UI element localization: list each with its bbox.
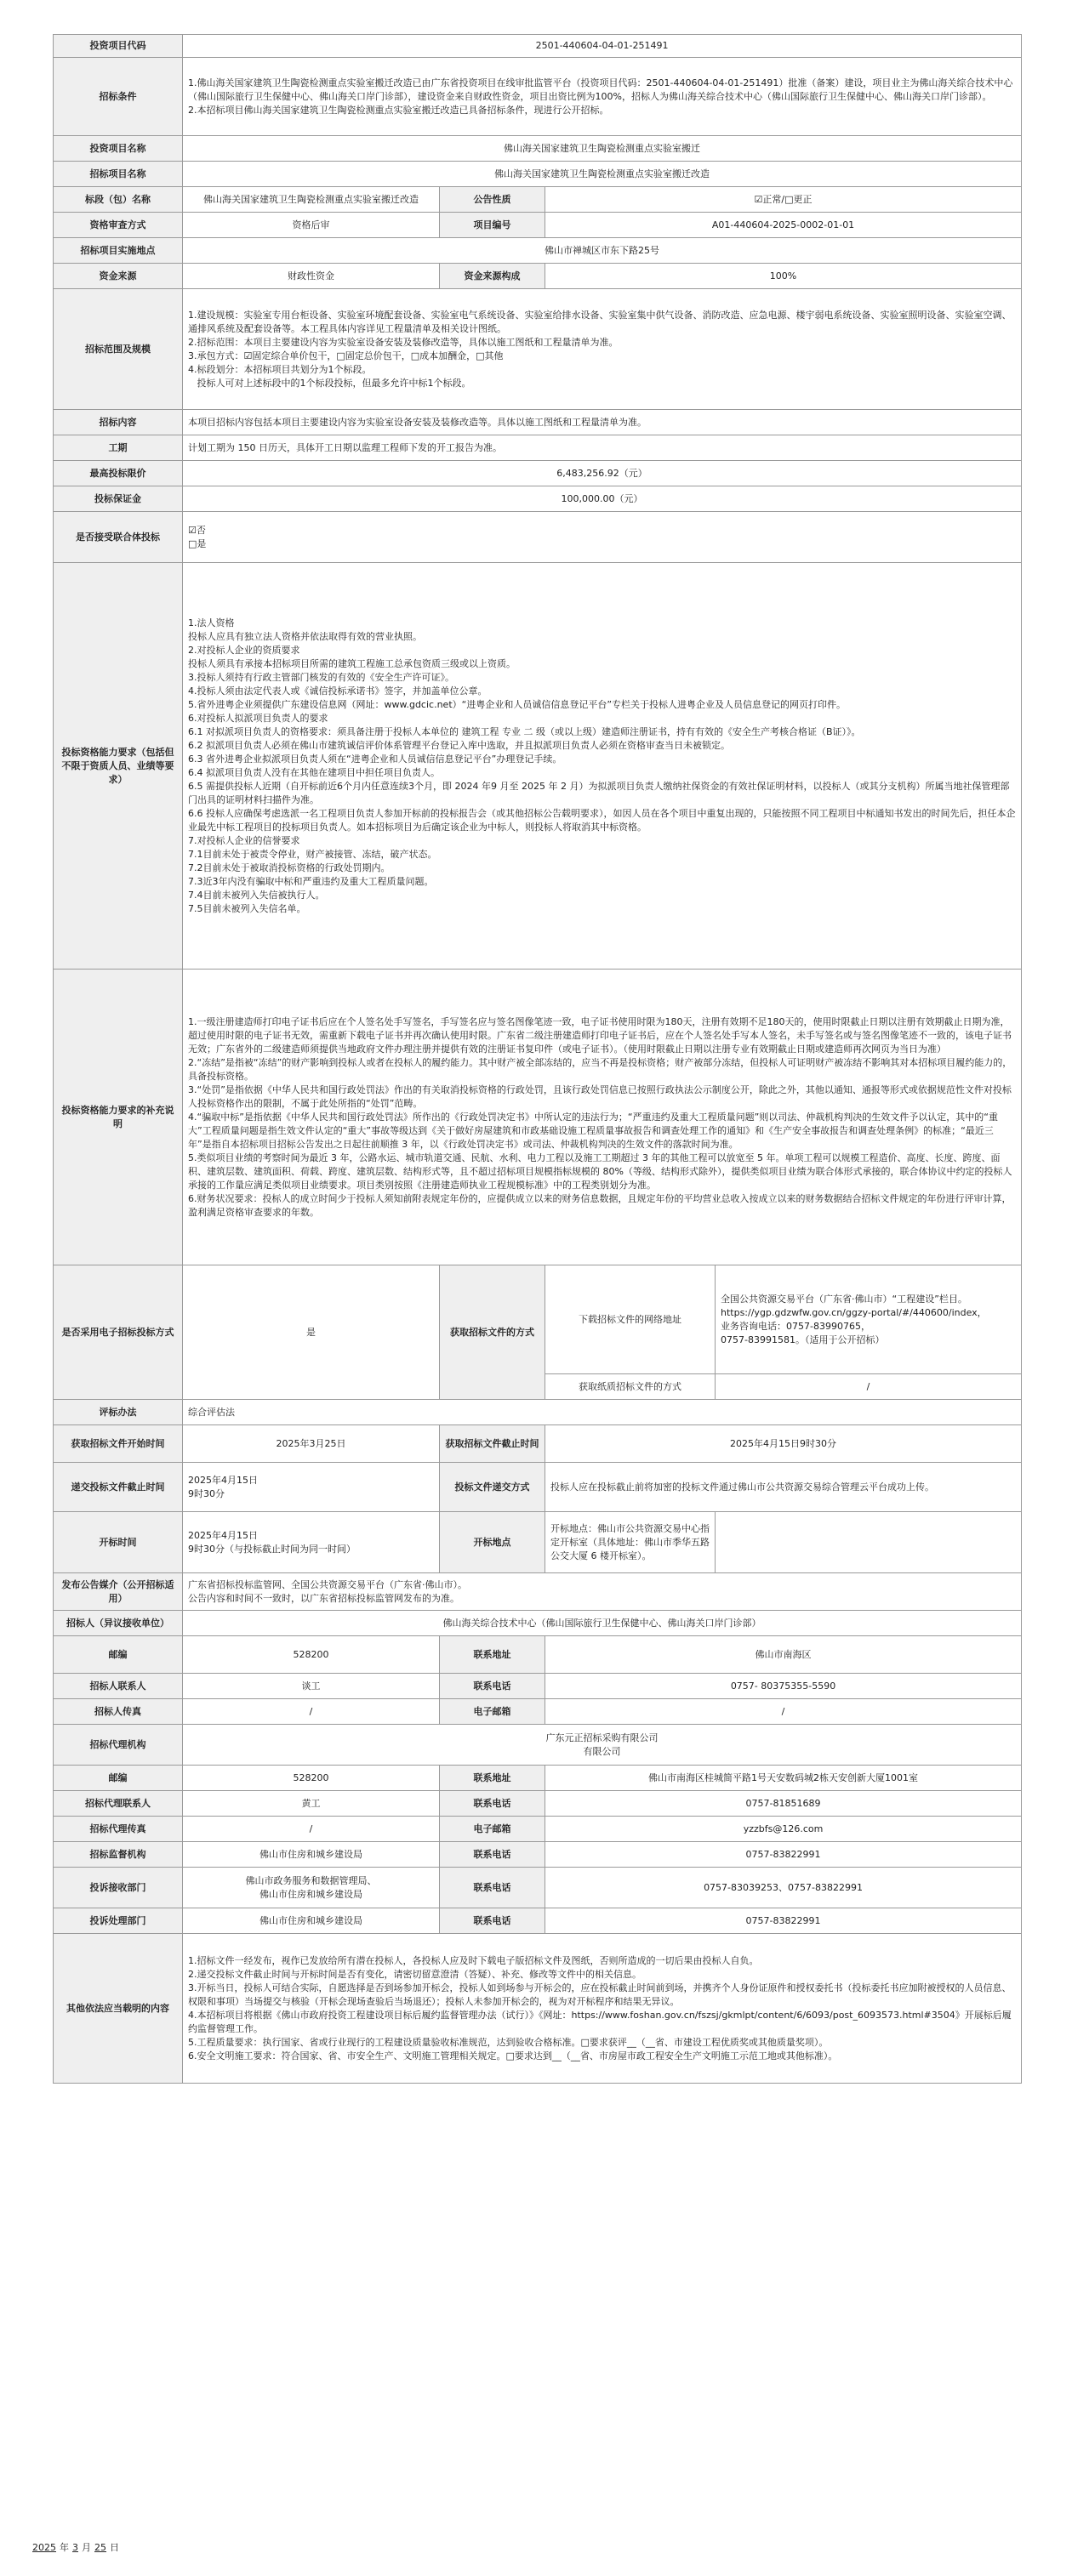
project-code: 2501-440604-04-01-251491 <box>183 35 1022 58</box>
scope-line: 4.标段划分：本招标项目共划分为1个标段。 <box>188 363 372 375</box>
qual-line: 6.3 省外进粤企业拟派项目负责人须在“进粤企业和人员诚信信息登记平台”办理登记手续。 <box>188 753 562 765</box>
qual-line: 4.投标人须由法定代表人或《诚信投标承诺书》签字，并加盖单位公章。 <box>188 685 488 697</box>
other-line: 3.开标当日，投标人可结合实际，自愿选择是否到场参加开标会，投标人如到场参与开标会的，应在投标截止时间前到场，并携齐个人身份证原件和授权委托书（投标委托书应加附被授权的人员信息、权限和事项）当场提交与核验（开标会现场查验后当场退还）；投标人未参加开标会的，视为对开标程序和结果无异议。 <box>188 1982 1012 2007</box>
period-text: 计划工期为 150 日历天，具体开工日期以监理工程师下发的开工报告为准。 <box>183 435 1022 461</box>
date-year-unit: 年 <box>60 2542 69 2553</box>
qual-line: 6.1 对拟派项目负责人的资格要求：须具备注册于投标人本单位的 建筑工程 专业 二 级（或以上级）建造师注册证书，持有有效的《安全生产考核合格证（B证）》。 <box>188 725 861 737</box>
label-agency-contact: 招标代理联系人 <box>54 1791 183 1817</box>
qual-line: 6.4 拟派项目负责人没有在其他在建项目中担任项目负责人。 <box>188 766 440 778</box>
electronic-value: 是 <box>183 1265 440 1400</box>
label-project-code: 投资项目代码 <box>54 35 183 58</box>
qual-line: 6.对投标人拟派项目负责人的要求 <box>188 712 328 724</box>
label-supervisor-phone: 联系电话 <box>440 1842 545 1868</box>
label-location: 招标项目实施地点 <box>54 238 183 264</box>
download-info <box>716 1265 1022 1374</box>
qual-line: 6.2 拟派项目负责人必须在佛山市建筑诚信评价体系管理平台登记入库中选取，并且拟派项目负责人必须在资格审查当日未被锁定。 <box>188 739 730 751</box>
label-tenderer-phone: 联系电话 <box>440 1674 545 1699</box>
supp-line: 3.“处罚”是指依据《中华人民共和国行政处罚法》作出的有关取消投标资格的行政处罚，且该行政处罚信息已按照行政执法公示制度公开，除此之外，其他以通知、通报等形式或依据规范性文件对投标人投标资格作出的限制，不属于此处所指的“处罚”范畴。 <box>188 1083 1012 1109</box>
agency-name-line: 广东元正招标采购有限公司 <box>545 1732 659 1743</box>
funding-source: 财政性资金 <box>183 264 440 289</box>
label-nature: 公告性质 <box>440 187 545 213</box>
media-line: 广东省招标投标监管网、全国公共资源交易平台（广东省·佛山市）。 <box>188 1578 467 1590</box>
tenderer-name: 佛山海关综合技术中心（佛山国际旅行卫生保健中心、佛山海关口岸门诊部） <box>183 1611 1022 1636</box>
review-method: 资格后审 <box>183 213 440 238</box>
label-project-no: 项目编号 <box>440 213 545 238</box>
joint-yes-checkbox: □是 <box>188 537 207 549</box>
label-review: 资格审查方式 <box>54 213 183 238</box>
conditions-line: 2.本招标项目佛山海关国家建筑卫生陶瓷检测重点实验室搬迁改造已具备招标条件，现进行公开招标。 <box>188 104 609 116</box>
label-period: 工期 <box>54 435 183 461</box>
supervisor-phone: 0757-83822991 <box>545 1842 1022 1868</box>
blank-cell <box>716 1512 1022 1573</box>
label-tenderer-addr: 联系地址 <box>440 1636 545 1674</box>
agency-addr: 佛山市南海区桂城简平路1号天安数码城2栋天安创新大厦1001室 <box>545 1766 1022 1791</box>
label-funding-ratio: 资金来源构成 <box>440 264 545 289</box>
qual-line: 7.对投标人企业的信誉要求 <box>188 834 300 846</box>
scope-line: 2.招标范围：本项目主要建设内容为实验室设备安装及装修改造等，具体以施工图纸和工程量清单为准。 <box>188 336 619 348</box>
date-day: 25 <box>94 2542 106 2553</box>
complaint-phone: 0757-83039253、0757-83822991 <box>545 1868 1022 1908</box>
qual-line: 7.2目前未处于被取消投标资格的行政处罚期内。 <box>188 862 391 873</box>
other-line: 5.工程质量要求：执行国家、省或行业现行的工程建设质量验收标准规范，达到验收合格标准。□要求获评__（__省、市建设工程优质奖或其他质量奖项）。 <box>188 2036 829 2048</box>
deposit: 100,000.00（元） <box>183 486 1022 512</box>
agency-name-line: 有限公司 <box>583 1745 621 1757</box>
open-date: 2025年4月15日 <box>188 1529 258 1541</box>
end-time: 2025年4月15日9时30分 <box>545 1425 1022 1463</box>
qual-line: 投标人须具有承接本招标项目所需的建筑工程施工总承包资质三级或以上资质。 <box>188 657 516 669</box>
other-line: 1.招标文件一经发布，视作已发放给所有潜在投标人，各投标人应及时下载电子版招标文件及图纸，否则所造成的一切后果由投标人自负。 <box>188 1954 759 1966</box>
media-line: 公告内容和时间不一致时，以广东省招标投标监管网发布的为准。 <box>188 1592 459 1604</box>
qualification-text <box>183 563 1022 970</box>
label-tenderer-contact: 招标人联系人 <box>54 1674 183 1699</box>
qual-line: 2.对投标人企业的资质要求 <box>188 644 300 656</box>
section-name: 佛山海关国家建筑卫生陶瓷检测重点实验室搬迁改造 <box>183 187 440 213</box>
date-month: 3 <box>72 2542 78 2553</box>
download-url[interactable]: https://ygp.gdzwfw.gov.cn/ggzy-portal/#/440600/index， <box>721 1306 987 1318</box>
label-project-name: 投资项目名称 <box>54 136 183 162</box>
complaint-line: 佛山市住房和城乡建设局 <box>259 1888 362 1900</box>
open-place: 开标地点：佛山市公共资源交易中心指定开标室（具体地址：佛山市季华五路公交大厦 6 楼开标室）。 <box>545 1512 716 1573</box>
qual-line: 7.3近3年内没有骗取中标和严重违约及重大工程质量问题。 <box>188 875 434 887</box>
eval-method: 综合评估法 <box>183 1400 1022 1425</box>
project-name: 佛山海关国家建筑卫生陶瓷检测重点实验室搬迁 <box>183 136 1022 162</box>
label-media: 发布公告媒介（公开招标适用） <box>54 1573 183 1611</box>
joint-no-checkbox: ☑否 <box>188 524 206 536</box>
label-agency-email: 电子邮箱 <box>440 1817 545 1842</box>
date-day-unit: 日 <box>110 2542 119 2553</box>
supervisor: 佛山市住房和城乡建设局 <box>183 1842 440 1868</box>
label-tenderer-email: 电子邮箱 <box>440 1699 545 1725</box>
tenderer-contact: 谈工 <box>183 1674 440 1699</box>
complaint-dept <box>183 1868 440 1908</box>
submit-date: 2025年4月15日 <box>188 1474 258 1486</box>
qual-line: 1.法人资格 <box>188 617 235 628</box>
start-time: 2025年3月25日 <box>183 1425 440 1463</box>
project-no: A01-440604-2025-0002-01-01 <box>545 213 1022 238</box>
label-other: 其他依法应当载明的内容 <box>54 1934 183 2084</box>
supp-line: 6.财务状况要求：投标人的成立时间少于投标人须知前附表规定年份的，应提供成立以来的财务信息数据，且规定年份的平均营业总收入按成立以来的财务数据结合招标文件规定的年份进行评审计算，盈利满足资格审查要求的年数。 <box>188 1192 1012 1218</box>
other-line-link[interactable]: 4.本招标项目将根据《佛山市政府投资工程建设项目标后履约监督管理办法（试行）》《网址：https://www.foshan.gov.cn/fszsj/gkmlpt/content/6/6093/post_6093573.html#3504》开展标后履约监督管理工作。 <box>188 2009 1012 2034</box>
scope-line: 投标人可对上述标段中的1个标段投标，但最多允许中标1个标段。 <box>188 377 471 389</box>
qual-line: 投标人应具有独立法人资格并依法取得有效的营业执照。 <box>188 630 422 642</box>
label-complaint-phone: 联系电话 <box>440 1868 545 1908</box>
max-price: 6,483,256.92（元） <box>183 461 1022 486</box>
supp-line: 2.“冻结”是指被“冻结”的财产影响到投标人或者在投标人的履约能力。其中财产被全部冻结的，应当不再是投标资格；财产被部分冻结，但投标人可证明财产被冻结不影响其对本招标项目履约能力的，具备投标资格。 <box>188 1056 1012 1082</box>
qual-line: 3.投标人须持有行政主管部门核发的有效的《安全生产许可证》。 <box>188 671 454 683</box>
label-paper: 获取纸质招标文件的方式 <box>545 1374 716 1400</box>
download-line: 0757-83991581。（适用于公开招标） <box>721 1333 885 1345</box>
handling-dept: 佛山市住房和城乡建设局 <box>183 1908 440 1934</box>
label-supplement: 投标资格能力要求的补充说明 <box>54 970 183 1265</box>
label-agency-fax: 招标代理传真 <box>54 1817 183 1842</box>
qual-line: 6.6 投标人应确保考虑选派一名工程项目负责人参加开标前的投标报告会（或其他招标公告载明要求），如因人员在各个项目中重复出现的，只能按照不同工程项目中标通知书发出的时间先后，担任本企业最先中标工程项目的投标项目负责人。如本招标项目为后确定该企业为中标人，则投标人将取消其中标资格。 <box>188 807 1016 833</box>
label-max-price: 最高投标限价 <box>54 461 183 486</box>
agency-phone: 0757-81851689 <box>545 1791 1022 1817</box>
label-tenderer-zip: 邮编 <box>54 1636 183 1674</box>
submit-deadline <box>183 1463 440 1512</box>
location: 佛山市禅城区市东下路25号 <box>183 238 1022 264</box>
qual-line: 7.5目前未被列入失信名单。 <box>188 902 306 914</box>
supp-line: 1.一级注册建造师打印电子证书后应在个人签名处手写签名，手写签名应与签名图像笔迹一致，电子证书使用时限为180天，注册有效期不足180天的，使用时限截止日期以注册有效期截止日期为准，超过使用时限的电子证书无效，需重新下载电子证书并再次确认使用时限。广东省二级注册建造师打印电子证书后，应在个人签名处手写本人签名，未手写签名或与签名图像笔迹不一致的，该电子证书无效；广东省外的二级建造师须提供当地政府文件办理注册并提供有效的注册证书复印件（或电子证书）。（使用时限截止日期以注册专业有效期截止日期或建造师再次网页为当日为准） <box>188 1015 1012 1055</box>
label-scope: 招标范围及规模 <box>54 289 183 410</box>
tenderer-email: / <box>545 1699 1022 1725</box>
bid-project-name: 佛山海关国家建筑卫生陶瓷检测重点实验室搬迁改造 <box>183 162 1022 187</box>
joint-bid-options <box>183 512 1022 563</box>
handling-phone: 0757-83822991 <box>545 1908 1022 1934</box>
media-text <box>183 1573 1022 1611</box>
supp-line: 4.“骗取中标”是指依据《中华人民共和国行政处罚法》所作出的《行政处罚决定书》中所认定的违法行为；“严重违约及重大工程质量问题”则以司法、仲裁机构判决的生效文件予以认定，其中的“重大”工程质量问题是指生效文件认定的“重大”事故等级达到《关于做好房屋建筑和市政基础设施工程质量事故报告和调查处理工作的通知》和《生产安全事故报告和调查处理条例》的标准；“最近三年”是指自本招标项目招标公告发出之日起往前顺推 3 年，以《行政处罚决定书》或司法、仲裁机构判决的生效文件的落款时间为准。 <box>188 1111 998 1150</box>
download-line: 业务咨询电话：0757-83990765， <box>721 1320 870 1332</box>
date-month-unit: 月 <box>82 2542 91 2553</box>
qual-line: 7.4目前未被列入失信被执行人。 <box>188 889 325 901</box>
label-content: 招标内容 <box>54 410 183 435</box>
label-funding: 资金来源 <box>54 264 183 289</box>
label-submit-method: 投标文件递交方式 <box>440 1463 545 1512</box>
label-tenderer-fax: 招标人传真 <box>54 1699 183 1725</box>
label-section: 标段（包）名称 <box>54 187 183 213</box>
announcement-nature: ☑正常/□更正 <box>545 187 1022 213</box>
submit-method: 投标人应在投标截止前将加密的投标文件通过佛山市公共资源交易综合管理云平台成功上传。 <box>545 1463 1022 1512</box>
label-start-time: 获取招标文件开始时间 <box>54 1425 183 1463</box>
label-conditions: 招标条件 <box>54 58 183 136</box>
agency-zip: 528200 <box>183 1766 440 1791</box>
content-text: 本项目招标内容包括本项目主要建设内容为实验室设备安装及装修改造等。具体以施工图纸和工程量清单为准。 <box>183 410 1022 435</box>
label-open-time: 开标时间 <box>54 1512 183 1573</box>
tenderer-zip: 528200 <box>183 1636 440 1674</box>
complaint-line: 佛山市政务服务和数据管理局、 <box>245 1874 377 1886</box>
label-qualification: 投标资格能力要求（包括但不限于资质人员、业绩等要求） <box>54 563 183 970</box>
label-bid-project-name: 招标项目名称 <box>54 162 183 187</box>
other-line: 2.递交投标文件截止时间与开标时间是否有变化，请密切留意澄清（答疑）、补充、修改等文件中的相关信息。 <box>188 1968 641 1980</box>
label-end-time: 获取招标文件截止时间 <box>440 1425 545 1463</box>
qual-line: 5.省外进粤企业须提供广东建设信息网（网址：www.gdcic.net）“进粤企业和人员诚信信息登记平台”专栏关于投标人进粤企业及人员信息登记的网页打印件。 <box>188 698 847 710</box>
other-text <box>183 1934 1022 2084</box>
tenderer-addr: 佛山市南海区 <box>545 1636 1022 1674</box>
signature-date <box>29 2540 119 2554</box>
scope-line: 3.承包方式：☑固定综合单价包干，□固定总价包干，□成本加酬金，□其他 <box>188 350 504 361</box>
agency-email[interactable]: yzzbfs@126.com <box>545 1817 1022 1842</box>
label-handling-phone: 联系电话 <box>440 1908 545 1934</box>
label-agency-addr: 联系地址 <box>440 1766 545 1791</box>
date-year: 2025 <box>32 2542 56 2553</box>
label-complaint: 投诉接收部门 <box>54 1868 183 1908</box>
label-obtain-method: 获取招标文件的方式 <box>440 1265 545 1400</box>
conditions-line: 1.佛山海关国家建筑卫生陶瓷检测重点实验室搬迁改造已由广东省投资项目在线审批监管平台（投资项目代码：2501-440604-04-01-251491）批准（备案）建设，项目业主为佛山海关综合技术中心（佛山国际旅行卫生保健中心、佛山海关口岸门诊部），建设资金来自财政性资金，项目出资比例为100%，招标人为佛山海关综合技术中心（佛山国际旅行卫生保健中心、佛山海关口岸门诊部）。 <box>188 77 1013 102</box>
supplement-text <box>183 970 1022 1265</box>
conditions-text <box>183 58 1022 136</box>
other-line: 6.安全文明施工要求：符合国家、省、市安全生产、文明施工管理相关规定。□要求达到__（__省、市房屋市政工程安全生产文明施工示范工地或其他标准）。 <box>188 2050 838 2061</box>
qual-line: 7.1目前未处于被责令停业，财产被接管、冻结，破产状态。 <box>188 848 437 860</box>
funding-ratio: 100% <box>545 264 1022 289</box>
label-agency-phone: 联系电话 <box>440 1791 545 1817</box>
label-handling: 投诉处理部门 <box>54 1908 183 1934</box>
label-electronic: 是否采用电子招标投标方式 <box>54 1265 183 1400</box>
tenderer-fax: / <box>183 1699 440 1725</box>
submit-hour: 9时30分 <box>188 1487 225 1499</box>
label-deposit: 投标保证金 <box>54 486 183 512</box>
label-joint-bid: 是否接受联合体投标 <box>54 512 183 563</box>
agency-fax: / <box>183 1817 440 1842</box>
qual-line: 6.5 需提供投标人近期（自开标前近6个月内任意连续3个月，即 2024 年9 月至 2025 年 2 月）为拟派项目负责人缴纳社保资金的有效社保证明材料，以投标人（或其分支机构）所属当地社保管理部门出具的证明材料扫描件为准。 <box>188 780 1010 805</box>
tenderer-phone: 0757- 80375355-5590 <box>545 1674 1022 1699</box>
announcement-sheet <box>53 34 1021 2084</box>
agency-contact: 黄工 <box>183 1791 440 1817</box>
open-time <box>183 1512 440 1573</box>
label-submit-deadline: 递交投标文件截止时间 <box>54 1463 183 1512</box>
label-agency: 招标代理机构 <box>54 1725 183 1766</box>
download-line: 全国公共资源交易平台（广东省·佛山市）“工程建设”栏目。 <box>721 1293 967 1305</box>
label-agency-zip: 邮编 <box>54 1766 183 1791</box>
label-download: 下载招标文件的网络地址 <box>545 1265 716 1374</box>
paper-value: / <box>716 1374 1022 1400</box>
label-tenderer: 招标人（异议接收单位） <box>54 1611 183 1636</box>
agency-name <box>183 1725 1022 1766</box>
announcement-table <box>53 34 1022 2084</box>
label-eval: 评标办法 <box>54 1400 183 1425</box>
scope-line: 1.建设规模：实验室专用台柜设备、实验室环境配套设备、实验室电气系统设备、实验室给排水设备、实验室集中供气设备、消防改造、应急电源、楼宇弱电系统设备、实验室照明设备、实验室空调、通排风系统及配套设备等。本工程具体内容详见工程量清单及相关设计图纸。 <box>188 309 1012 334</box>
label-open-place: 开标地点 <box>440 1512 545 1573</box>
supp-line: 5.类似项目业绩的考察时间为最近 3 年，公路水运、城市轨道交通、民航、水利、电力工程以及施工工期超过 3 年的其他工程可以放宽至 5 年。单项工程可以规模工程造价、高度、长度、跨度、面积、建筑层数、建筑面积、荷载、跨度、建筑层数、结构形式等，且不超过招标项目规模指标规模的 80%（等级、结构形式除外），提供类似项目业绩为联合体形式承接的，联合体协议中约定的投标人承接的工作量应满足类似项目业绩要求。项目类别按照《注册建造师执业工程规模标准》中的工程类别划分为准。 <box>188 1152 1012 1191</box>
scope-text <box>183 289 1022 410</box>
open-hour: 9时30分（与投标截止时间为同一时间） <box>188 1543 356 1555</box>
label-supervisor: 招标监督机构 <box>54 1842 183 1868</box>
